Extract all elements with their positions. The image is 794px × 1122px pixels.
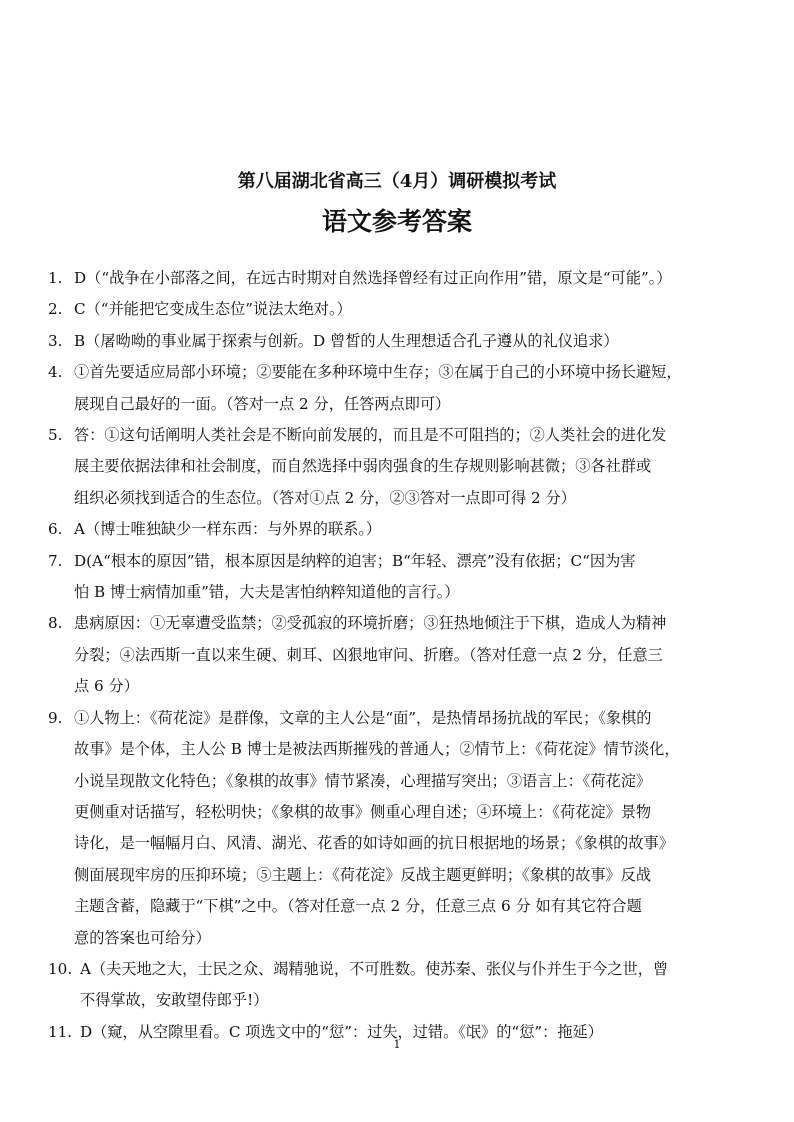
answer-text (74, 357, 754, 420)
answer-item (48, 263, 754, 294)
answer-number: 11. (48, 1022, 73, 1041)
subject-title: 语文参考答案 (321, 207, 472, 236)
answer-list (48, 263, 754, 1048)
answer-text (74, 326, 754, 357)
answer-number: 5. (48, 426, 63, 445)
answer-line: 侧面展现牢房的压抑环境；⑤主题上：《荷花淀》反战主题更鲜明；《象棋的故事》反战 (74, 865, 652, 884)
answer-text (74, 546, 754, 609)
answer-number: 2. (48, 300, 63, 319)
answer-number: 4. (48, 363, 63, 382)
answer-line: B（屠呦呦的事业属于探索与创新。D 曾皙的人生理想适合孔子遵从的礼仪追求） (74, 331, 619, 350)
answer-number: 8. (48, 614, 63, 633)
answer-text (74, 294, 754, 325)
answer-item (48, 608, 754, 702)
answer-line: 患病原因：①无辜遭受监禁；②受孤寂的环境折磨；③狂热地倾注于下棋，造成人为精神 (74, 614, 667, 633)
answer-line: 分裂；④法西斯一直以来生硬、刺耳、凶狠地审问、折磨。（答对任意一点 2 分，任意三 (74, 645, 663, 664)
answer-item (48, 514, 754, 545)
answer-item (48, 420, 754, 514)
answer-text (80, 954, 754, 1017)
answer-line: 主题含蓄，隐藏于“下棋”之中。（答对任意一点 2 分，任意三点 6 分 如有其它符合题 (74, 897, 642, 916)
exam-title: 第八届湖北省高三（4月）调研模拟考试 (237, 171, 557, 192)
answer-item (48, 326, 754, 357)
answer-line: 诗化，是一幅幅月白、风清、湖光、花香的如诗如画的抗日根据地的场景；《象棋的故事》 (74, 834, 674, 853)
answer-line: 展现自己最好的一面。（答对一点 2 分，任答两点即可） (74, 394, 451, 413)
answer-number: 1. (48, 269, 63, 287)
answer-text (74, 514, 754, 545)
answer-line: A（博士唯独缺少一样东西：与外界的联系。） (74, 520, 382, 539)
answer-line: 不得掌故，安敢望侍郎乎!） (80, 991, 269, 1010)
answer-text (74, 703, 754, 954)
answer-line: A（夫天地之大，士民之众、竭精驰说，不可胜数。使苏秦、张仪与仆并生于今之世，曾 (80, 959, 669, 978)
answer-line: D（窥，从空隙里看。C 项选文中的“愆”：过失，过错。《氓》的“愆”：拖延） (80, 1022, 603, 1041)
answer-line: C（“并能把它变成生态位”说法太绝对。） (74, 300, 352, 319)
answer-item (48, 954, 754, 1017)
answer-number: 6. (48, 520, 63, 539)
answer-line: 故事》是个体，主人公 B 博士是被法西斯摧残的普通人；②情节上：《荷花淀》情节淡化， (74, 740, 680, 759)
answer-line: 小说呈现散文化特色；《象棋的故事》情节紧凑，心理描写突出；③语言上：《荷花淀》 (74, 771, 652, 790)
answer-item (48, 357, 754, 420)
page-number: 1 (393, 1038, 401, 1051)
answer-line: 更侧重对话描写，轻松明快；《象棋的故事》侧重心理自述；④环境上：《荷花淀》景物 (74, 802, 652, 821)
answer-line: ①首先要适应局部小环境；②要能在多种环境中生存；③在属于自己的小环境中扬长避短， (74, 363, 682, 382)
answer-item (48, 546, 754, 609)
answer-line: ①人物上：《荷花淀》是群像，文章的主人公是“面”，是热情昂扬抗战的军民；《象棋的 (74, 708, 652, 727)
answer-number: 9. (48, 708, 63, 727)
answer-number: 7. (48, 551, 63, 570)
answer-text (74, 608, 754, 702)
answer-line: 意的答案也可给分） (74, 928, 211, 947)
answer-item (48, 703, 754, 954)
answer-number: 10. (48, 959, 73, 978)
answer-line: D(A“根本的原因”错，根本原因是纳粹的迫害；B“年轻、漂亮”没有依据；C“因为害 (74, 551, 636, 570)
answer-line: D（“战争在小部落之间，在远古时期对自然选择曾经有过正向作用”错，原文是“可能”。） (74, 269, 672, 287)
answer-number: 3. (48, 331, 63, 350)
answer-line: 组织必须找到适合的生态位。（答对①点 2 分，②③答对一点即可得 2 分） (74, 488, 576, 507)
answer-text (74, 420, 754, 514)
answer-line: 答：①这句话阐明人类社会是不断向前发展的，而且是不可阻挡的；②人类社会的进化发 (74, 426, 667, 445)
answer-line: 展主要依据法律和社会制度，而自然选择中弱肉强食的生存规则影响甚微；③各社群或 (74, 457, 652, 476)
answer-line: 点 6 分） (74, 677, 139, 696)
answer-line: 怕 B 博士病情加重”错，大夫是害怕纳粹知道他的言行。） (74, 583, 460, 602)
answer-text (74, 263, 754, 294)
answer-item (48, 294, 754, 325)
